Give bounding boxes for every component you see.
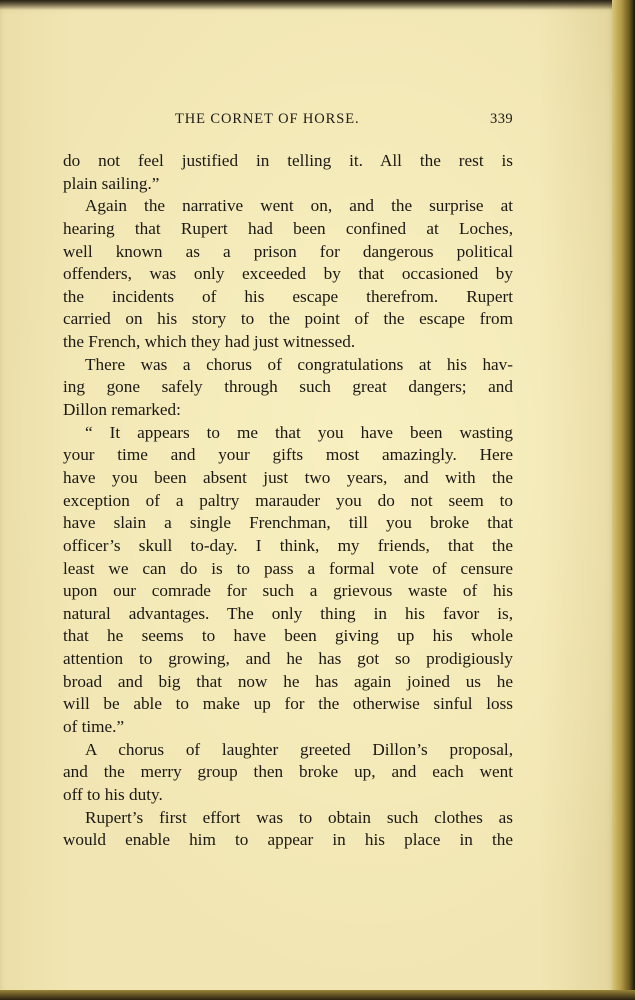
text-line: would enable him to appear in his place in the [63,830,513,850]
text-line: your time and your gifts most amazingly. Here [63,445,513,465]
text-line: ing gone safely through such great dangers; and [63,377,513,397]
text-line: exception of a paltry marauder you do not seem to [63,490,513,510]
text-line: broad and big that now he has again joined us he [63,671,513,691]
text-line: officer’s skull to-day. I think, my friends, that the [63,535,513,555]
body-text [63,150,513,852]
text-line: There was a chorus of congratulations at his hav- [85,354,513,374]
text-line: hearing that Rupert had been confined at Loches, [63,218,513,238]
text-line: Again the narrative went on, and the surprise at [85,196,513,216]
text-line: well known as a prison for dangerous political [63,241,513,261]
text-line: Rupert’s first effort was to obtain such clothes as [85,807,513,827]
text-line: “ It appears to me that you have been wasting [85,422,513,442]
page-edge-right [612,0,635,1000]
text-line: have you been absent just two years, and with the [63,467,513,487]
text-line: least we can do is to pass a formal vote of censure [63,558,513,578]
page-top-shadow [0,0,612,10]
text-line: will be able to make up for the otherwise sinful loss [63,694,513,714]
page-header [63,111,513,133]
running-title: THE CORNET OF HORSE. [175,111,360,127]
text-line: A chorus of laughter greeted Dillon’s proposal, [85,739,513,759]
text-line: the French, which they had just witnessed. [63,332,356,352]
text-line: off to his duty. [63,784,163,804]
text-line: Dillon remarked: [63,400,181,420]
text-line: have slain a single Frenchman, till you broke that [63,513,513,533]
text-line: carried on his story to the point of the escape from [63,309,513,329]
text-line: do not feel justified in telling it. All the rest is [63,151,513,170]
page-number: 339 [490,111,513,127]
text-line: upon our comrade for such a grievous waste of his [63,581,513,601]
text-line: attention to growing, and he has got so prodigiously [63,649,513,669]
text-line: that he seems to have been giving up his whole [63,626,513,646]
text-line: offenders, was only exceeded by that occasioned by [63,264,513,284]
text-line: natural advantages. The only thing in his favor is, [63,603,513,623]
text-line: and the merry group then broke up, and each went [63,762,513,782]
text-line: the incidents of his escape therefrom. Rupert [63,286,513,306]
text-line: of time.” [63,717,125,737]
text-line: plain sailing.” [63,173,160,193]
page-edge-bottom [0,990,635,1000]
